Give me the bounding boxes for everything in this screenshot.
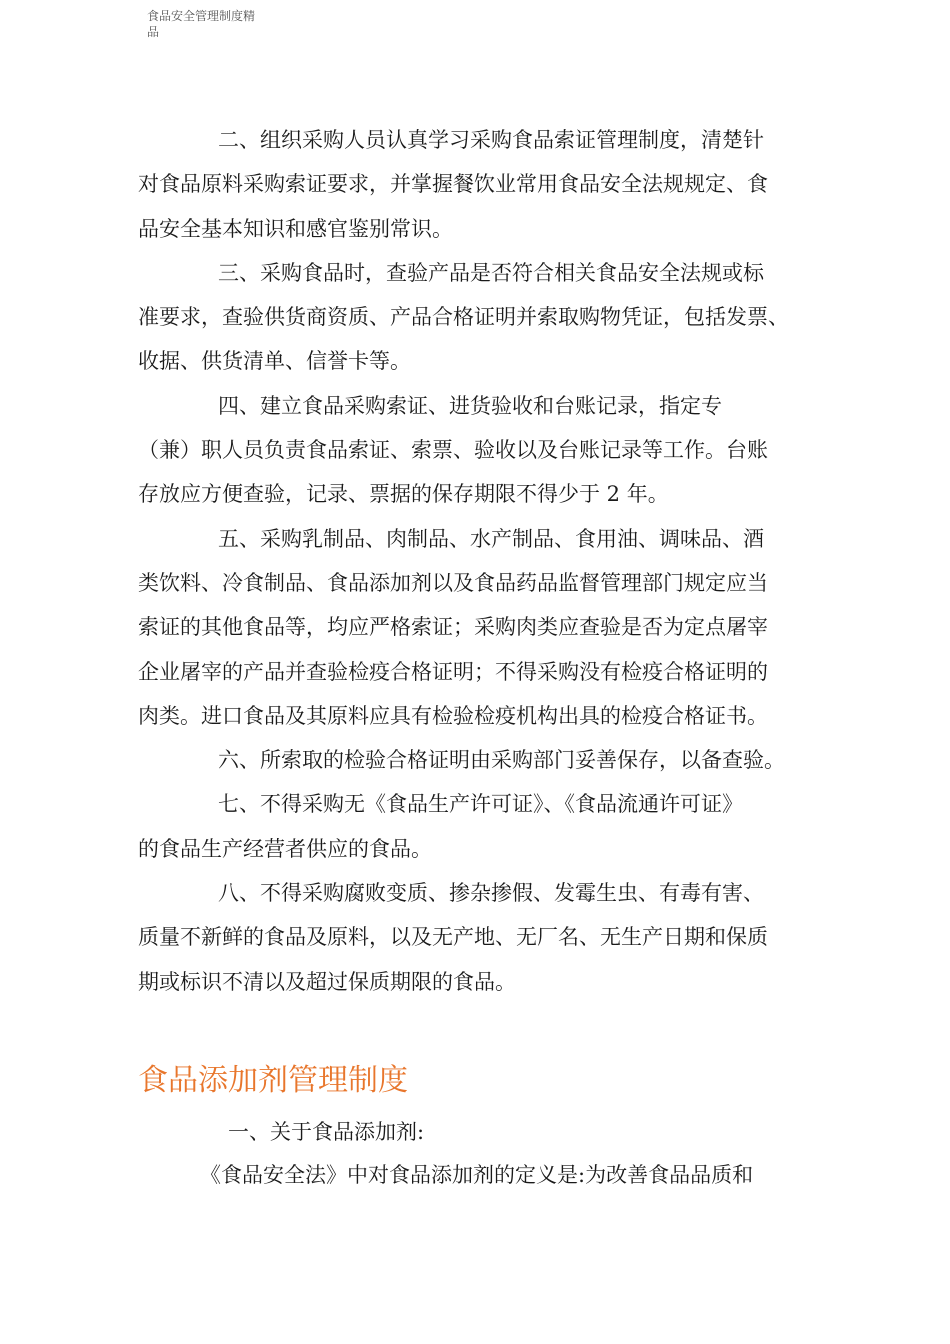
text-line: 七、不得采购无《食品生产许可证》、《食品流通许可证》 — [218, 792, 743, 817]
text-line: 准要求，查验供货商资质、产品合格证明并索取购物凭证，包括发票、 — [138, 305, 789, 330]
header-title-line1: 食品安全管理制度精 — [147, 9, 256, 23]
text-line: 的食品生产经营者供应的食品。 — [138, 836, 432, 861]
text-line: 八、不得采购腐败变质、掺杂掺假、发霉生虫、有毒有害、 — [218, 881, 764, 906]
section-subheading: 一、关于食品添加剂: — [228, 1120, 425, 1144]
paragraph — [138, 782, 828, 871]
text-line: 五、采购乳制品、肉制品、水产制品、食用油、调味品、酒 — [218, 526, 764, 551]
text-line: 六、所索取的检验合格证明由采购部门妥善保存，以备查验。 — [218, 748, 785, 773]
text-line: 《食品安全法》中对食品添加剂的定义是:为改善食品品质和 — [200, 1163, 754, 1187]
paragraph — [138, 871, 828, 1004]
text-line: 类饮料、冷食制品、食品添加剂以及食品药品监督管理部门规定应当 — [138, 570, 768, 595]
paragraph — [138, 384, 828, 517]
paragraph — [138, 517, 828, 738]
text-line: 索证的其他食品等，均应严格索证；采购肉类应查验是否为定点屠宰 — [138, 615, 768, 640]
text-line: 三、采购食品时，查验产品是否符合相关食品安全法规或标 — [218, 260, 764, 285]
section-heading: 食品添加剂管理制度 — [138, 1063, 408, 1098]
text-line: 肉类。进口食品及其原料应具有检验检疫机构出具的检疫合格证书。 — [138, 703, 768, 728]
text-line: 对食品原料采购索证要求，并掌握餐饮业常用食品安全法规规定、食 — [138, 172, 768, 197]
text-line: 企业屠宰的产品并查验检疫合格证明；不得采购没有检疫合格证明的 — [138, 659, 768, 684]
text-line: （兼）职人员负责食品索证、索票、验收以及台账记录等工作。台账 — [138, 438, 768, 463]
text-line: 期或标识不清以及超过保质期限的食品。 — [138, 969, 516, 994]
text-line: 二、组织采购人员认真学习采购食品索证管理制度，清楚针 — [218, 128, 764, 152]
body-text — [138, 118, 828, 1004]
text-line: 四、建立食品采购索证、进货验收和台账记录，指定专 — [218, 393, 722, 418]
text-line: 质量不新鲜的食品及原料，以及无产地、无厂名、无生产日期和保质 — [138, 925, 768, 950]
header-title-line2: 品 — [147, 25, 160, 39]
text-line: 收据、供货清单、信誉卡等。 — [138, 349, 411, 374]
text-line: 品安全基本知识和感官鉴别常识。 — [138, 216, 453, 241]
paragraph — [138, 118, 828, 251]
text-line: 存放应方便查验，记录、票据的保存期限不得少于 2 年。 — [138, 482, 669, 507]
paragraph — [138, 251, 828, 384]
paragraph — [138, 738, 828, 782]
page-header — [147, 8, 287, 40]
